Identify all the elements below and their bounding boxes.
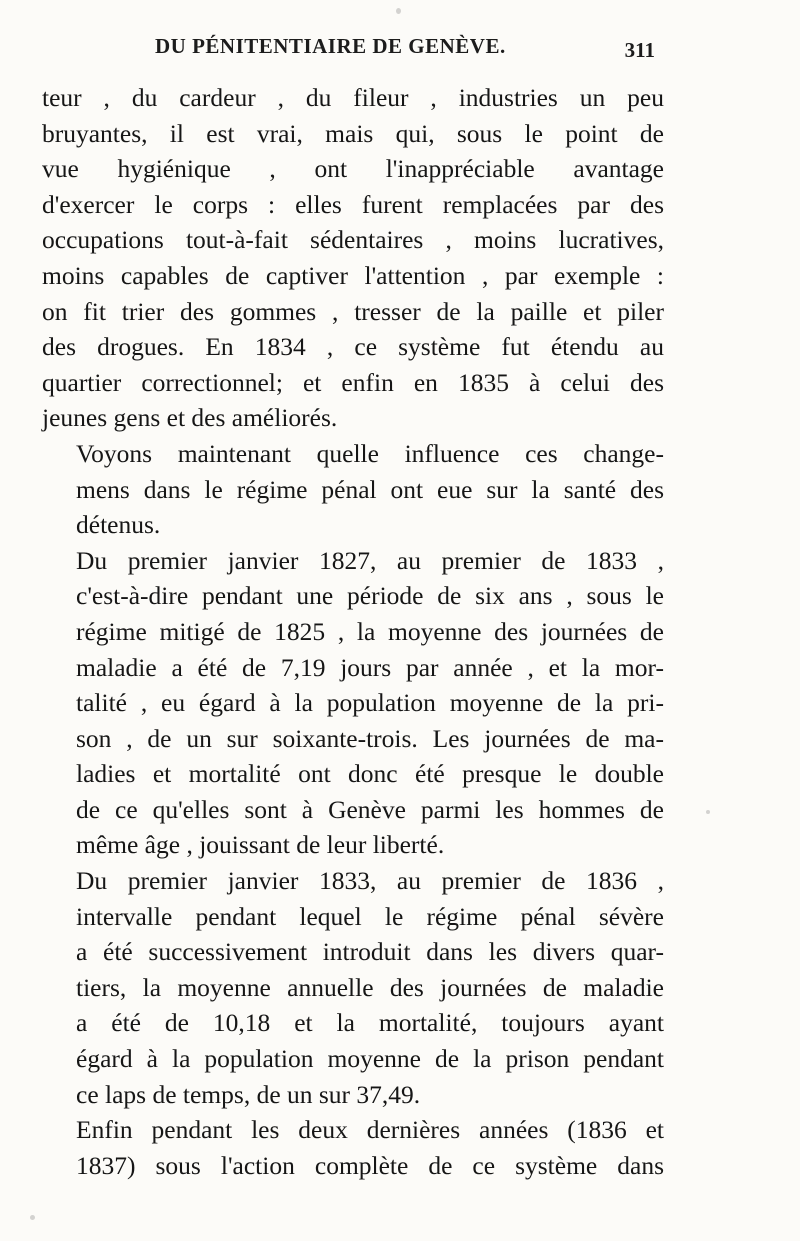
text-line: égard à la population moyenne de la prison pendant (76, 1044, 664, 1074)
text-line: a été de 10,18 et la mortalité, toujours ayant (76, 1008, 664, 1038)
paragraph (42, 436, 664, 543)
text-line: ladies et mortalité ont donc été presque le double (76, 759, 664, 789)
paragraph (42, 863, 664, 1112)
text-line: on fit trier des gommes , tresser de la paille et piler (42, 296, 664, 326)
text-line: a été successivement introduit dans les divers quar- (76, 937, 664, 967)
text-line: 1837) sous l'action complète de ce système dans (76, 1150, 664, 1180)
text-line: d'exercer le corps : elles furent remplacées par des (42, 189, 664, 219)
paragraph (42, 1112, 664, 1183)
text-line: occupations tout-à-fait sédentaires , moins lucratives, (42, 225, 664, 255)
text-line: même âge , jouissant de leur liberté. (76, 830, 445, 860)
ink-spot (706, 810, 710, 814)
text-line: tiers, la moyenne annuelle des journées de maladie (76, 972, 664, 1002)
text-line: son , de un sur soixante-trois. Les journées de ma- (76, 723, 664, 753)
text-line: intervalle pendant lequel le régime pénal sévère (76, 901, 664, 931)
text-line: Du premier janvier 1827, au premier de 1833 , (76, 545, 664, 575)
text-line: bruyantes, il est vrai, mais qui, sous le point de (42, 118, 664, 148)
text-line: talité , eu égard à la population moyenne de la pri- (76, 688, 664, 718)
running-title: DU PÉNITENTIAIRE DE GENÈVE. (155, 34, 506, 58)
text-line: jeunes gens et des améliorés. (42, 403, 338, 433)
ink-spot (30, 1215, 35, 1220)
body-text (42, 80, 664, 1183)
text-line: détenus. (76, 510, 161, 540)
paragraph (42, 543, 664, 863)
text-line: mens dans le régime pénal ont eue sur la santé des (76, 474, 664, 504)
text-line: vue hygiénique , ont l'inappréciable avantage (42, 154, 664, 184)
paragraph (42, 80, 664, 436)
text-line: ce laps de temps, de un sur 37,49. (76, 1079, 421, 1109)
page-number: 311 (624, 38, 655, 62)
text-line: teur , du cardeur , du fileur , industries un peu (42, 83, 664, 112)
ink-spot (396, 8, 401, 14)
text-line: moins capables de captiver l'attention , par exemple : (42, 260, 664, 290)
text-line: de ce qu'elles sont à Genève parmi les hommes de (76, 794, 664, 824)
page-header (155, 34, 655, 74)
text-line: quartier correctionnel; et enfin en 1835 à celui des (42, 367, 664, 397)
text-line: Du premier janvier 1833, au premier de 1836 , (76, 866, 664, 896)
text-line: Voyons maintenant quelle influence ces change- (76, 438, 664, 468)
text-line: Enfin pendant les deux dernières années (1836 et (76, 1115, 664, 1145)
text-line: c'est-à-dire pendant une période de six ans , sous le (76, 581, 664, 611)
text-line: maladie a été de 7,19 jours par année , et la mor- (76, 652, 664, 682)
text-line: régime mitigé de 1825 , la moyenne des journées de (76, 616, 664, 646)
text-line: des drogues. En 1834 , ce système fut étendu au (42, 332, 664, 362)
